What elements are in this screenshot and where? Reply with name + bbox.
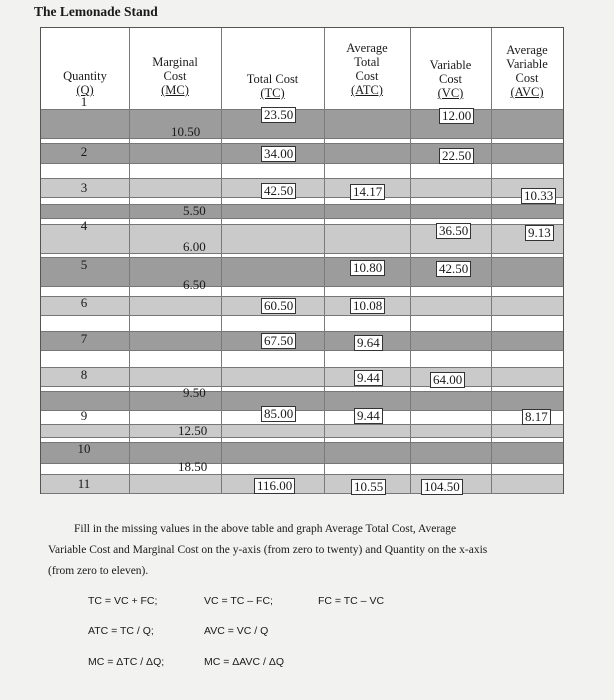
formula-vc: VC = TC – FC; bbox=[204, 595, 273, 607]
mc-cell: 5.50 bbox=[183, 203, 206, 218]
mc-cell: 6.50 bbox=[183, 277, 206, 292]
table-row-band bbox=[41, 331, 563, 351]
quantity-cell: 2 bbox=[80, 144, 88, 159]
instructions: Fill in the missing values in the above table and graph Average Total Cost, Average Variable Cost and Marginal Cost on the y-axis (from zero to twenty) and Quantity on the x-axis (from zero to eleven). bbox=[48, 523, 488, 577]
header-variable-cost: Variable Cost (VC) bbox=[429, 58, 472, 100]
tc-cell: 42.50 bbox=[261, 183, 296, 199]
table-row-band bbox=[41, 424, 563, 438]
formula-mc-avc: MC = ΔAVC / ΔQ bbox=[204, 656, 285, 668]
atc-cell: 9.44 bbox=[354, 408, 383, 424]
atc-cell: 10.08 bbox=[350, 298, 385, 314]
vc-cell: 104.50 bbox=[421, 479, 463, 495]
table-row-band bbox=[41, 296, 563, 316]
atc-cell: 10.55 bbox=[351, 479, 386, 495]
quantity-cell: 4 bbox=[80, 218, 88, 233]
quantity-cell: 10 bbox=[77, 441, 91, 456]
header-average-total-cost: Average Total Cost (ATC) bbox=[346, 41, 388, 97]
quantity-cell: 9 bbox=[80, 408, 88, 423]
table-row-band bbox=[41, 204, 563, 219]
avc-cell: 10.33 bbox=[521, 188, 556, 204]
table-row-band bbox=[41, 109, 563, 139]
quantity-cell: 8 bbox=[80, 367, 88, 382]
atc-cell: 14.17 bbox=[350, 184, 385, 200]
quantity-cell: 6 bbox=[80, 295, 88, 310]
tc-cell: 34.00 bbox=[261, 146, 296, 162]
vc-cell: 36.50 bbox=[436, 223, 471, 239]
header-quantity: Quantity (Q) bbox=[63, 69, 107, 97]
formula-fc: FC = TC – VC bbox=[318, 595, 385, 607]
atc-cell: 9.64 bbox=[354, 335, 383, 351]
formula-mc-atc: MC = ΔTC / ΔQ; bbox=[88, 656, 165, 668]
tc-cell: 23.50 bbox=[261, 107, 296, 123]
formula-avc: AVC = VC / Q bbox=[204, 625, 269, 637]
mc-cell: 12.50 bbox=[178, 423, 208, 438]
table-row-band bbox=[41, 367, 563, 387]
formula-atc: ATC = TC / Q; bbox=[88, 625, 154, 637]
quantity-cell: 3 bbox=[80, 180, 88, 195]
tc-cell: 67.50 bbox=[261, 333, 296, 349]
header-average-variable-cost: Average Variable Cost (AVC) bbox=[506, 43, 548, 99]
header-total-cost: Total Cost (TC) bbox=[246, 72, 299, 100]
cost-table bbox=[40, 27, 564, 494]
column-divider bbox=[129, 28, 130, 493]
page-title: The Lemonade Stand bbox=[34, 4, 158, 19]
formula-tc: TC = VC + FC; bbox=[88, 595, 158, 607]
vc-cell: 64.00 bbox=[430, 372, 465, 388]
quantity-cell: 1 bbox=[80, 94, 88, 109]
mc-cell: 6.00 bbox=[183, 239, 206, 254]
avc-cell: 9.13 bbox=[525, 225, 554, 241]
vc-cell: 42.50 bbox=[436, 261, 471, 277]
quantity-cell: 7 bbox=[80, 331, 88, 346]
tc-cell: 60.50 bbox=[261, 298, 296, 314]
table-row-band bbox=[41, 178, 563, 198]
quantity-cell: 5 bbox=[80, 257, 88, 272]
mc-cell: 9.50 bbox=[183, 385, 206, 400]
table-row-band bbox=[41, 143, 563, 164]
quantity-cell: 11 bbox=[77, 476, 91, 491]
tc-cell: 116.00 bbox=[254, 478, 295, 494]
table-row-band bbox=[41, 391, 563, 411]
table-row-band bbox=[41, 257, 563, 287]
vc-cell: 22.50 bbox=[439, 148, 474, 164]
atc-cell: 10.80 bbox=[350, 260, 385, 276]
table-row-band bbox=[41, 224, 563, 254]
vc-cell: 12.00 bbox=[439, 108, 474, 124]
header-marginal-cost: Marginal Cost (MC) bbox=[152, 55, 198, 97]
table-row-band bbox=[41, 442, 563, 464]
mc-cell: 18.50 bbox=[178, 459, 208, 474]
column-divider bbox=[324, 28, 325, 493]
atc-cell: 9.44 bbox=[354, 370, 383, 386]
mc-cell: 10.50 bbox=[171, 124, 201, 139]
table-row-band bbox=[41, 474, 563, 494]
tc-cell: 85.00 bbox=[261, 406, 296, 422]
avc-cell: 8.17 bbox=[522, 409, 551, 425]
